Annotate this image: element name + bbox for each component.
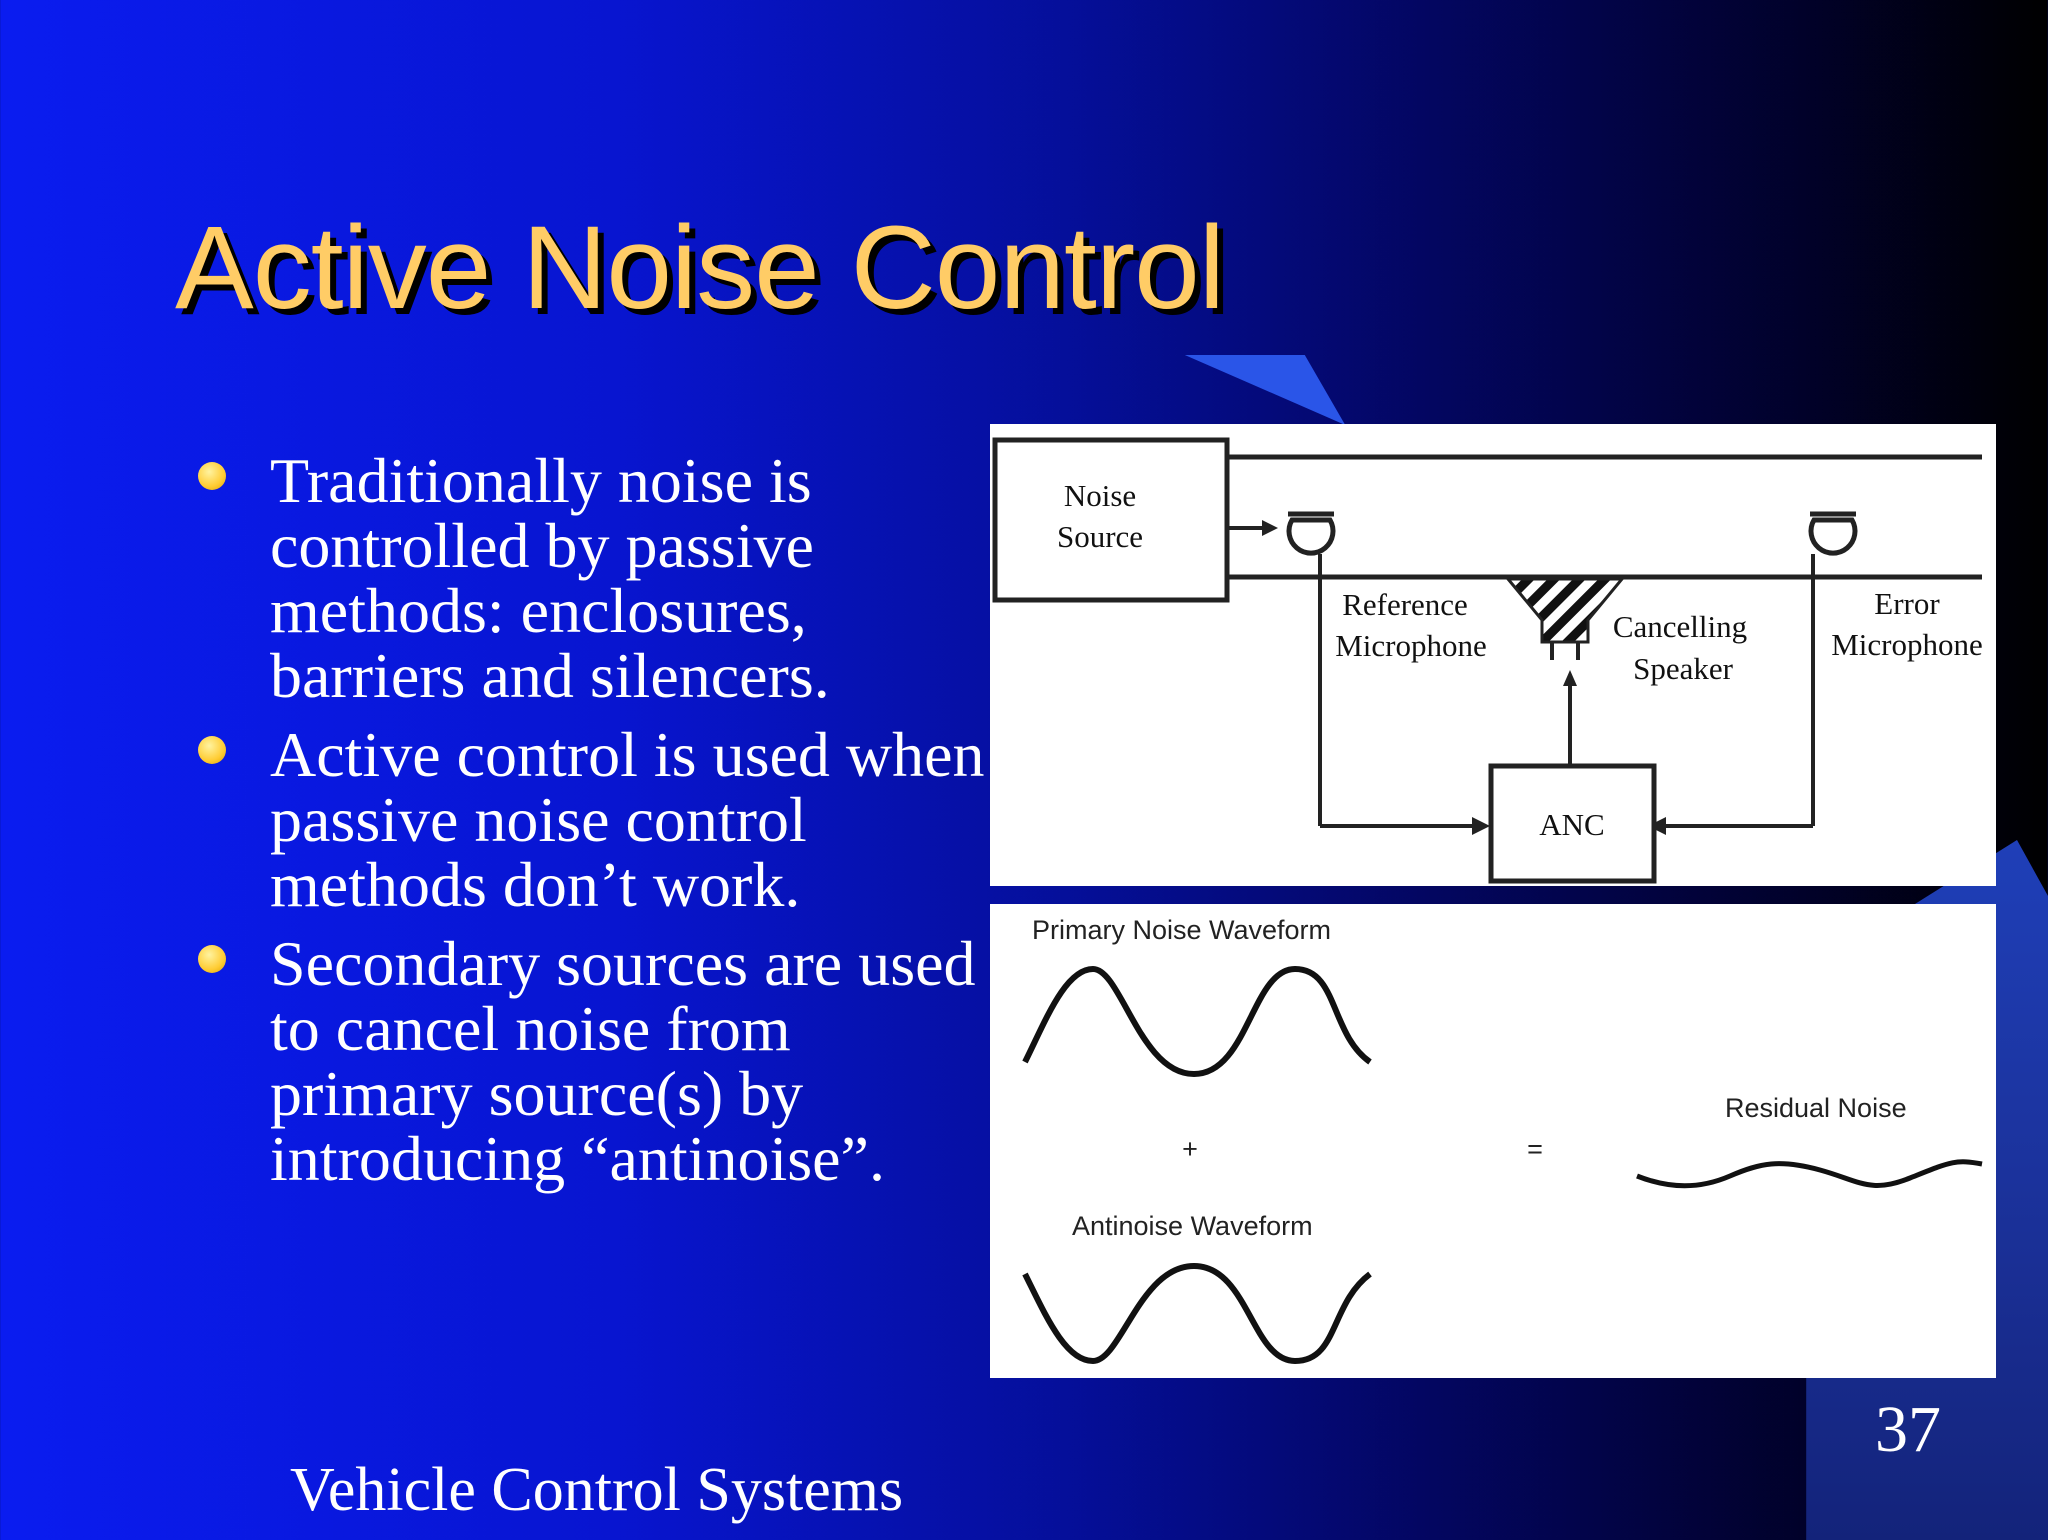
anc-figure [990, 424, 1996, 1378]
antinoise-wave [1025, 1266, 1370, 1361]
bullet-text: Secondary sources are used to cancel noise from primary source(s) by introducing “antinoise”. [270, 928, 976, 1194]
bullet-text: Active control is used when passive noise control methods don’t work. [270, 719, 985, 920]
footer-text: Vehicle Control Systems [290, 1456, 904, 1524]
reference-mic-label: Reference [1342, 587, 1468, 622]
reference-arrowhead [1472, 817, 1490, 835]
cancelling-speaker-label: Speaker [1633, 651, 1733, 686]
reference-microphone-icon [1289, 520, 1333, 553]
bullet-item [190, 445, 990, 711]
slide-title: Active Noise Control [175, 202, 1224, 334]
bullet-item [190, 719, 990, 920]
error-mic-label: Microphone [1831, 627, 1983, 662]
error-mic-label: Error [1874, 586, 1940, 621]
primary-noise-wave [1025, 969, 1370, 1074]
primary-waveform-label: Primary Noise Waveform [1032, 915, 1332, 945]
speaker-arrowhead [1563, 670, 1577, 686]
bullet-dot-icon [198, 736, 226, 764]
bullet-text: Traditionally noise is controlled by passive methods: enclosures, barriers and silencers. [270, 445, 830, 711]
bullet-dot-icon [198, 462, 226, 490]
source-arrowhead [1262, 520, 1278, 536]
waveform-panel [990, 904, 1996, 1378]
page-number: 37 [1875, 1393, 1941, 1466]
anc-controller-label: ANC [1539, 807, 1605, 842]
bullet-list [190, 445, 990, 1205]
noise-source-label: Source [1056, 519, 1144, 554]
plus-sign: + [1182, 1134, 1198, 1164]
bullet-item [190, 928, 990, 1194]
decorative-sliver [1185, 355, 1345, 425]
equals-sign: = [1527, 1134, 1543, 1164]
error-microphone-icon [1811, 520, 1855, 553]
residual-noise-label: Residual Noise [1725, 1093, 1907, 1123]
antinoise-waveform-label: Antinoise Waveform [1072, 1211, 1313, 1241]
reference-mic-label: Microphone [1335, 628, 1487, 663]
cancelling-speaker-icon [1508, 579, 1622, 642]
bullet-dot-icon [198, 945, 226, 973]
residual-noise-wave [1637, 1162, 1982, 1186]
anc-block-diagram [990, 424, 1996, 886]
noise-source-label: Noise [1063, 478, 1137, 513]
cancelling-speaker-label: Cancelling [1612, 609, 1748, 644]
